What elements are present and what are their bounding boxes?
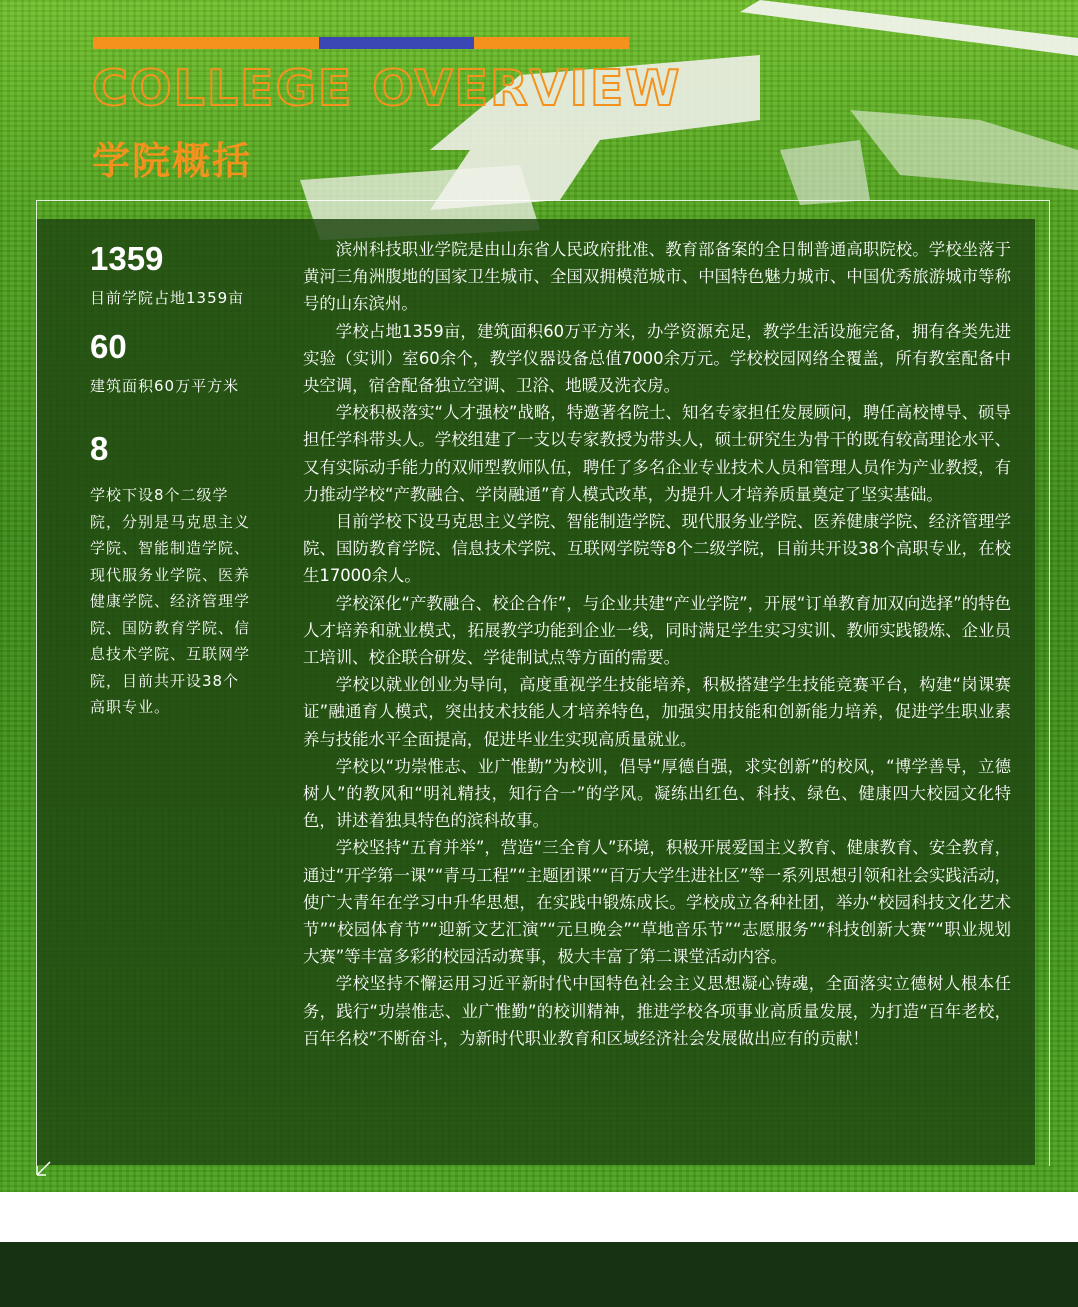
- paragraph: 学校深化“产教融合、校企合作”，与企业共建“产业学院”，开展“订单教育加双向选择”的特色人才培养和就业模式，拓展教学功能到企业一线，同时满足学生实习实训、教师实践锻炼、企业员工培训、校企联合研发、学徒制试点等方面的需要。: [303, 593, 1011, 668]
- title-english: COLLEGE OVERVIEW: [92, 60, 682, 117]
- accent-bar-orange: [93, 37, 319, 49]
- stat-label-building: 建筑面积60万平方米: [90, 377, 240, 395]
- accent-bar-blue: [319, 37, 474, 49]
- paragraph: 学校积极落实“人才强校”战略，特邀著名院士、知名专家担任发展顾问，聘任高校博导、硕导担任学科带头人。学校组建了一支以专家教授为带头人，硕士研究生为骨干的既有较高理论水平、又有实际动手能力的双师型教师队伍，聘任了多名企业专业技术人员和管理人员作为产业教授，有力推动学校“产教融合、学岗融通”育人模式改革，为提升人才培养质量奠定了坚实基础。: [303, 403, 1011, 504]
- stat-number-building: 60: [90, 328, 127, 365]
- white-band: [0, 1192, 1078, 1242]
- paragraph: 学校坚持不懈运用习近平新时代中国特色社会主义思想凝心铸魂，全面落实立德树人根本任务，践行“功崇惟志、业广惟勤”的校训精神，推进学校各项事业高质量发展，为打造“百年老校，百年名校”不断奋斗，为新时代职业教育和区域经济社会发展做出应有的贡献！: [303, 974, 1011, 1048]
- paragraph: 学校以“功崇惟志、业广惟勤”为校训，倡导“厚德自强，求实创新”的校风，“博学善导，立德树人”的教风和“明礼精技，知行合一”的学风。凝练出红色、科技、绿色、健康四大校园文化特色，讲述着独具特色的滨科故事。: [303, 756, 1011, 831]
- stat-label-colleges: 学校下设8个二级学院，分别是马克思主义学院、智能制造学院、现代服务业学院、医养健康学院、经济管理学院、国防教育学院、信息技术学院、互联网学院，目前共开设38个高职专业。: [90, 486, 251, 716]
- stat-number-colleges: 8: [90, 430, 109, 467]
- field-number-shape: [850, 110, 1078, 190]
- paragraph: 学校以就业创业为导向，高度重视学生技能培养，积极搭建学生技能竞赛平台，构建“岗课赛证”融通育人模式，突出技术技能人才培养特色，加强实用技能和创新能力培养，促进学生职业素养与技能水平全面提高，促进毕业生实现高质量就业。: [303, 675, 1011, 749]
- overview-body: [303, 236, 1011, 1052]
- paragraph: 目前学校下设马克思主义学院、智能制造学院、现代服务业学院、医养健康学院、经济管理学院、国防教育学院、信息技术学院、互联网学院等8个二级学院，目前共开设38个高职专业，在校生17000余人。: [303, 512, 1011, 586]
- stat-label-area: 目前学院占地1359亩: [90, 289, 245, 307]
- footer-band: [0, 1242, 1078, 1307]
- stat-number-area: 1359: [90, 240, 164, 277]
- title-chinese: 学院概括: [92, 139, 253, 183]
- frame-line-top: [36, 200, 1050, 201]
- paragraph: 学校坚持“五育并举”，营造“三全育人”环境，积极开展爱国主义教育、健康教育、安全教育，通过“开学第一课”“青马工程”“主题团课”“百万大学生进社区”等一系列思想引领和社会实践活动，使广大青年在学习中升华思想，在实践中锻炼成长。学校成立各种社团，举办“校园科技文化艺术节”“校园体育节”“迎新文艺汇演”“元旦晚会”“草地音乐节”“志愿服务”“科技创新大赛”“职业规划大赛”等丰富多彩的校园活动赛事，极大丰富了第二课堂活动内容。: [303, 838, 1011, 967]
- accent-bars: [93, 37, 629, 49]
- paragraph: 滨州科技职业学院是由山东省人民政府批准、教育部备案的全日制普通高职院校。学校坐落于黄河三角洲腹地的国家卫生城市、全国双拥模范城市、中国特色魅力城市、中国优秀旅游城市等称号的山东滨州。: [303, 240, 1011, 314]
- yard-line: [740, 0, 1078, 56]
- frame-line-right: [1049, 200, 1050, 1166]
- frame-line-left: [36, 200, 37, 1166]
- accent-bar-orange: [474, 37, 629, 49]
- field-number-shape: [780, 140, 870, 205]
- corner-arrow-icon: [36, 1160, 52, 1176]
- paragraph: 学校占地1359亩，建筑面积60万平方米，办学资源充足，教学生活设施完备，拥有各类先进实验（实训）室60余个，教学仪器设备总值7000余万元。学校校园网络全覆盖，所有教室配备中央空调，宿舍配备独立空调、卫浴、地暖及洗衣房。: [303, 321, 1011, 396]
